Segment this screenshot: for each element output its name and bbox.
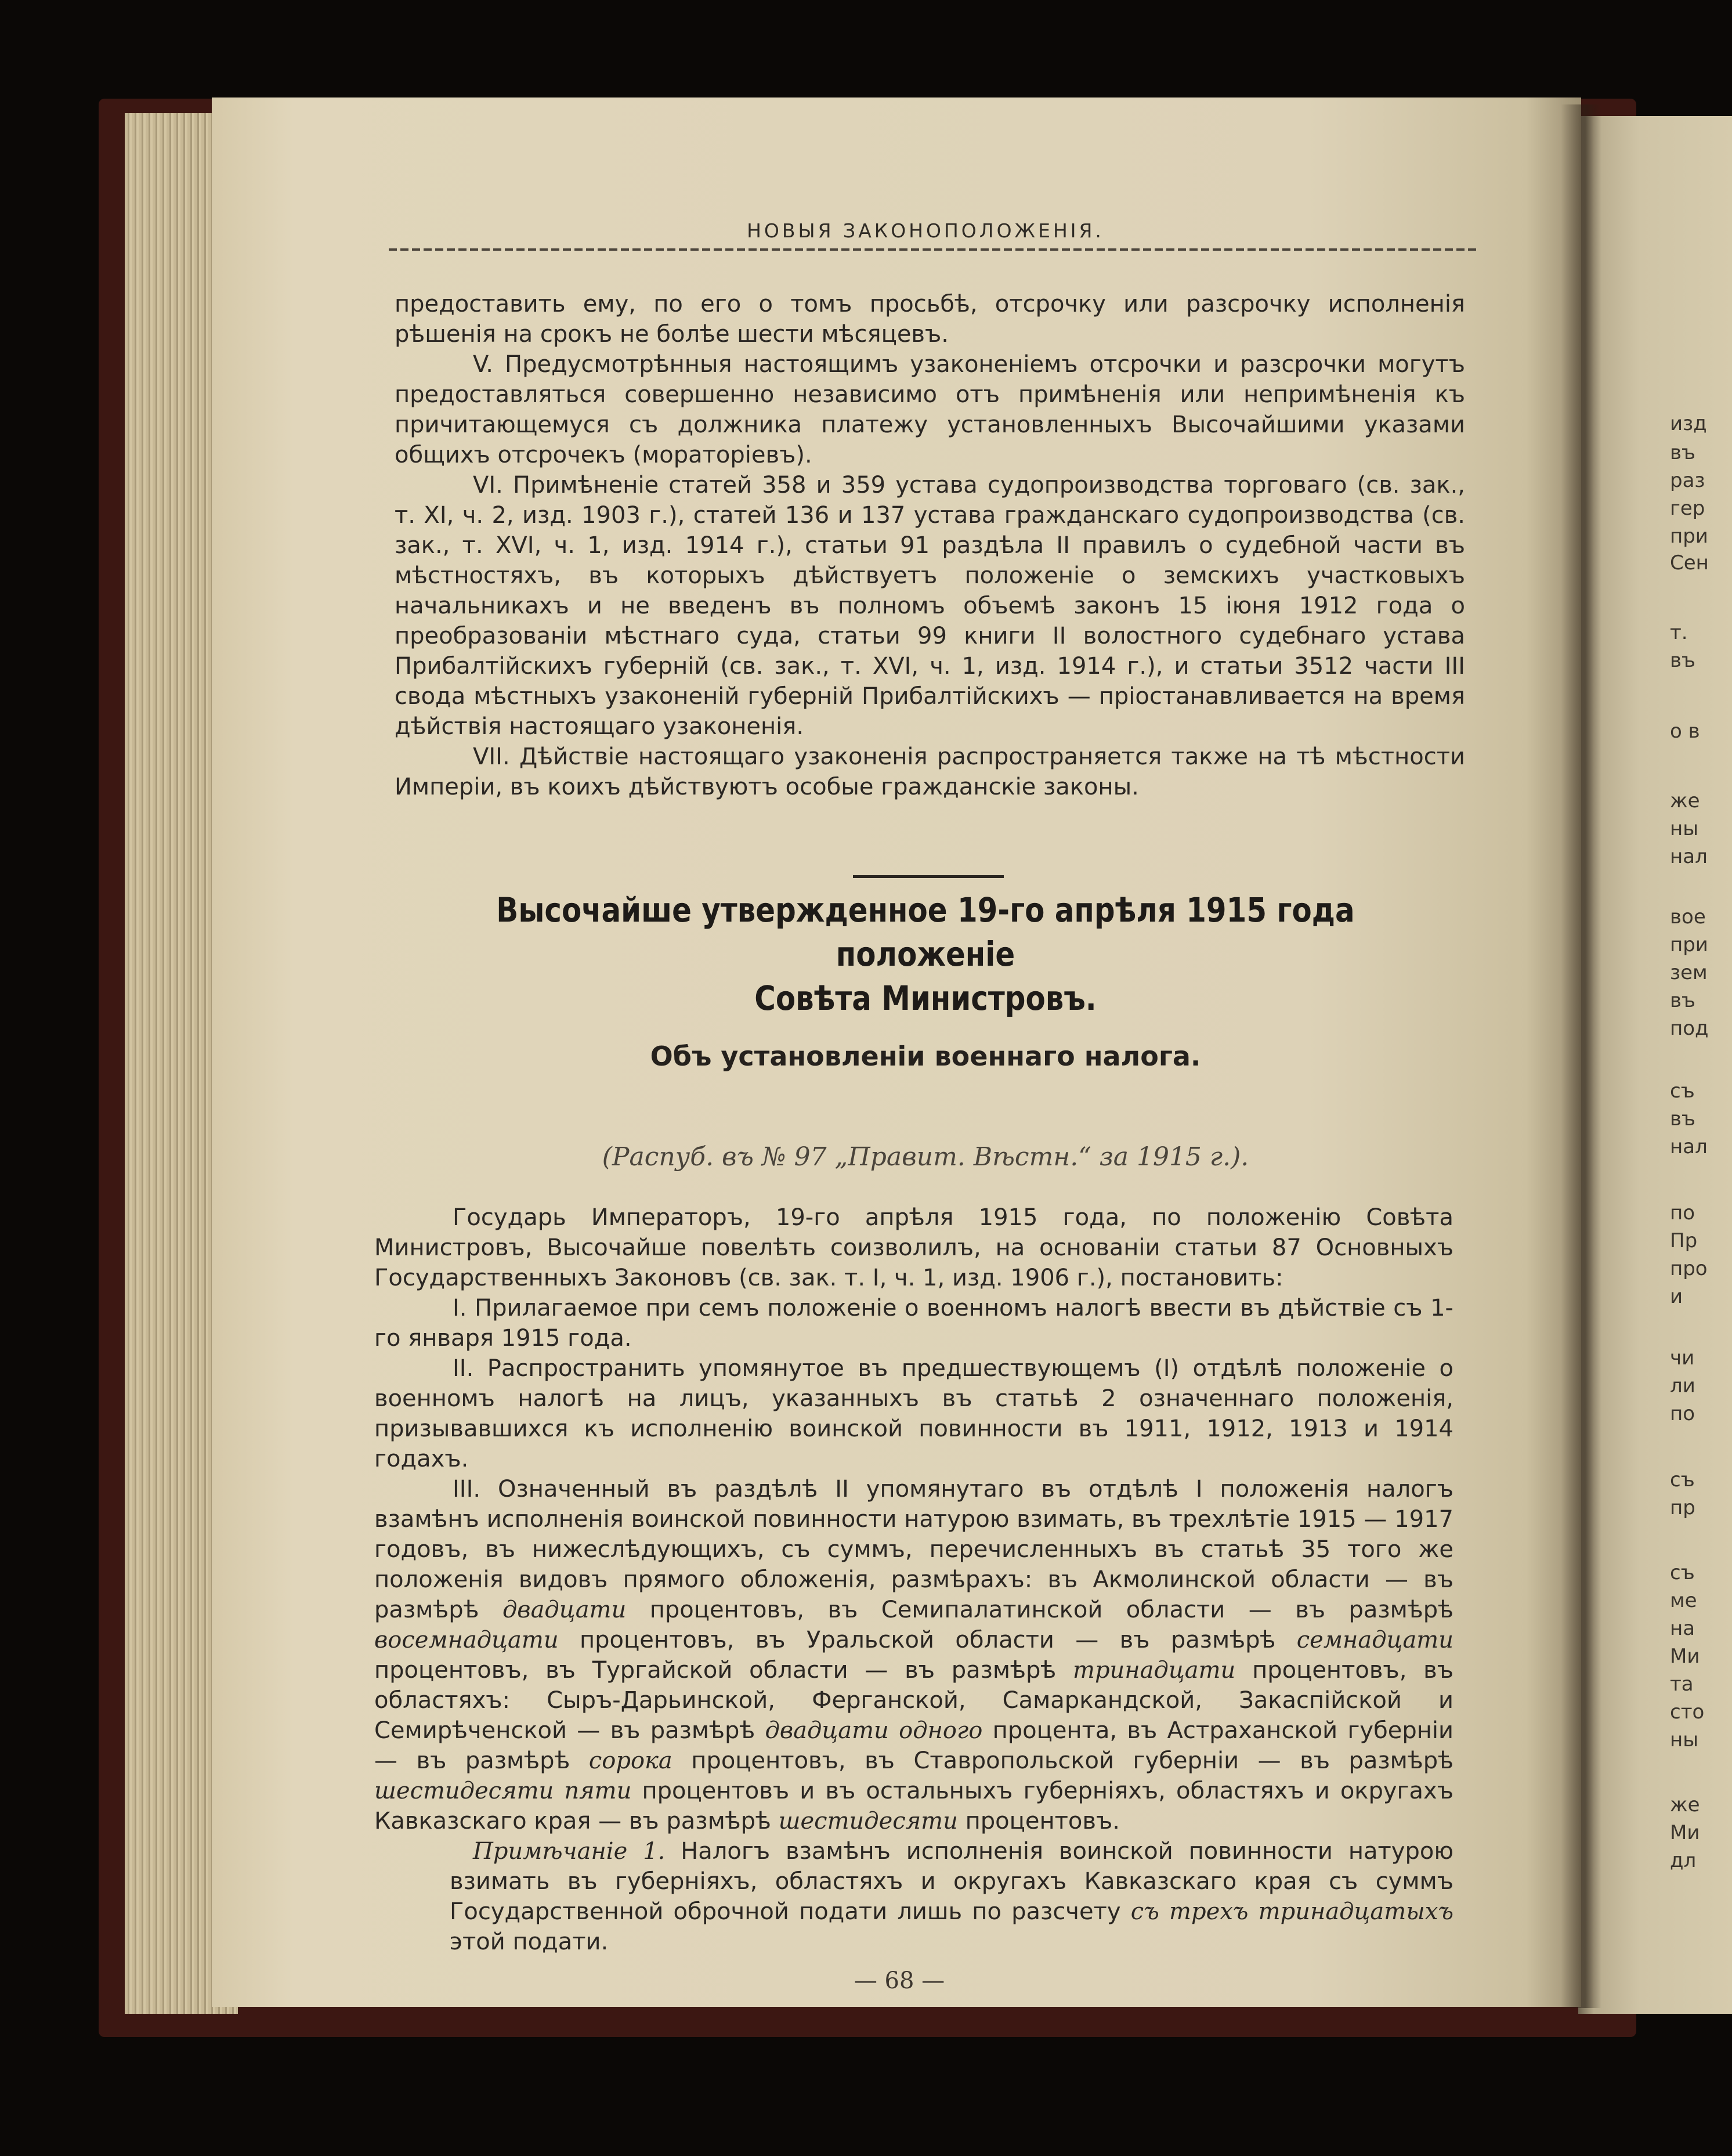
facing-page-fragment: чи — [1670, 1346, 1695, 1370]
facing-page-fragment: Ми — [1670, 1645, 1700, 1668]
facing-page-fragment: и — [1670, 1285, 1683, 1308]
facing-page-fragment: пр — [1670, 1496, 1695, 1519]
section-separator — [853, 875, 1004, 878]
paragraph-continuation: предоставить ему, по его о томъ просьбѣ, отсрочку или разсрочку исполненія рѣшенія на срокъ не болѣе шести мѣсяцевъ. — [395, 291, 1465, 348]
facing-page-fragment: сто — [1670, 1700, 1705, 1724]
facing-page-fragment: зем — [1670, 961, 1708, 984]
facing-page-fragment: съ — [1670, 1079, 1695, 1103]
facing-page-fragment: ны — [1670, 1728, 1699, 1751]
facing-page-fragment: т. — [1670, 621, 1688, 644]
text-run: Налогъ взамѣнъ исполненія воинской повинности натурою взимать въ губерніяхъ, областяхъ и округахъ Кавказскаго края съ суммъ Государственной оброчной подати лишь по разсчету — [450, 1838, 1453, 1925]
paragraph-intro: Государь Императоръ, 19-го апрѣля 1915 года, по положенію Совѣта Министровъ, Высочайше повелѣть соизволилъ, на основаніи статьи 87 Основныхъ Государственныхъ Законовъ (св. зак. т. I, ч. 1, изд. 1906 г.), постановить: — [374, 1204, 1453, 1291]
facing-page-fragment: под — [1670, 1017, 1709, 1040]
facing-page-fragment: раз — [1670, 469, 1705, 492]
text-run: процентовъ. — [957, 1808, 1120, 1834]
italic-rate: двадцати — [502, 1597, 627, 1623]
text-run: процентовъ, въ Семипалатинской области — въ размѣрѣ — [626, 1597, 1453, 1623]
facing-page-fragment: при — [1670, 933, 1708, 956]
facing-page-fragment: о в — [1670, 720, 1700, 743]
header-rule — [389, 248, 1480, 251]
facing-page-fragment: же — [1670, 1793, 1700, 1816]
note-label: Примѣчаніе 1. — [473, 1838, 666, 1865]
facing-page-fragment: въ — [1670, 1107, 1696, 1131]
facing-page-fragment: вое — [1670, 905, 1706, 929]
facing-page-fragment: по — [1670, 1402, 1695, 1425]
italic-rate: восемнадцати — [374, 1627, 559, 1653]
paragraph-iii — [374, 1474, 1453, 1836]
facing-page-fragment: ли — [1670, 1374, 1695, 1397]
book-gutter — [1561, 104, 1601, 2008]
facing-page-fragment: съ — [1670, 1468, 1695, 1491]
facing-page-fragment: съ — [1670, 1561, 1695, 1584]
text-run: процента, въ Астраханской губерніи — въ размѣрѣ — [374, 1717, 1453, 1774]
facing-page-fragment: Ми — [1670, 1821, 1700, 1844]
facing-page-fragment: гер — [1670, 497, 1705, 520]
italic-rate: семнадцати — [1296, 1627, 1453, 1653]
paragraph-vi: VI. Примѣненіе статей 358 и 359 устава судопроизводства торговаго (св. зак., т. XI, ч. 2, изд. 1903 г.), статей 136 и 137 устава гражданскаго судопроизводства (св. зак., т. XVI, ч. 1, изд. 1914 г.), статьи 91 раздѣла II правилъ о судебной части въ мѣстностяхъ, въ которыхъ дѣйствуетъ положеніе о земскихъ участковыхъ начальникахъ и не введенъ въ полномъ объемѣ законъ 15 іюня 1912 года о преобразованіи мѣстнаго суда, статьи 99 книги II волостного судебнаго устава Прибалтійскихъ губерній (св. зак., т. XVI, ч. 1, изд. 1914 г.), и статьи 3512 части III свода мѣстныхъ узаконеній губерній Прибалтійскихъ — пріостанавливается на время дѣйствія настоящаго узаконенія. — [395, 472, 1465, 740]
note-1 — [450, 1836, 1453, 1957]
decree-title-line-1: Высочайше утвержденное 19-го апрѣля 1915 года положеніе — [496, 890, 1355, 974]
facing-page-fragment: про — [1670, 1257, 1708, 1280]
facing-page-fragment: въ — [1670, 649, 1696, 672]
facing-page-fragment: Сен — [1670, 551, 1709, 575]
italic-rate: сорока — [588, 1747, 672, 1774]
text-run: процентовъ, въ Ставропольской губерніи — въ размѣрѣ — [672, 1747, 1453, 1774]
paragraph-vii: VII. Дѣйствіе настоящаго узаконенія распространяется также на тѣ мѣстности Имперіи, въ коихъ дѣйствуютъ особые гражданскіе законы. — [395, 743, 1465, 800]
facing-page-fragment: при — [1670, 525, 1708, 548]
facing-page-fragment: нал — [1670, 845, 1708, 868]
facing-page-fragment: въ — [1670, 989, 1696, 1012]
text-run: III. Означенный въ раздѣлѣ II упомянутаго въ отдѣлѣ I положенія налогъ взамѣнъ исполненія воинской повинности натурою взимать, въ трехлѣтіе 1915 — 1917 годовъ, въ нижеслѣдующихъ, съ суммъ, перечисленныхъ въ статьѣ 35 того же положенія видовъ прямого обложенія, размѣрахъ: въ Акмолинской области — въ размѣрѣ — [374, 1476, 1453, 1623]
paragraph-ii: II. Распространить упомянутое въ предшествующемъ (I) отдѣлѣ положеніе о военномъ налогѣ на лицъ, указанныхъ въ статьѣ 2 означеннаго положенія, призывавшихся къ исполненію воинской повинности въ 1911, 1912, 1913 и 1914 годахъ. — [374, 1355, 1453, 1472]
text-run: процентовъ, въ областяхъ: Сыръ-Дарьинской, Ферганской, Самаркандской, Закаспійской и Семирѣченской — въ размѣрѣ — [374, 1657, 1454, 1744]
facing-page-fragment: на — [1670, 1617, 1695, 1640]
facing-page-fragment: въ — [1670, 441, 1696, 464]
facing-page-fragment: изд — [1670, 412, 1707, 435]
paragraph-v: V. Предусмотрѣнныя настоящимъ узаконеніемъ отсрочки и разсрочки могутъ предоставляться совершенно независимо отъ примѣненія или непримѣненія къ причитающемуся съ должника платежу установленныхъ Высочайшими указами общихъ отсрочекъ (мораторіевъ). — [395, 351, 1465, 468]
text-run: процентовъ и въ остальныхъ губерніяхъ, областяхъ и округахъ Кавказскаго края — въ размѣрѣ — [374, 1778, 1453, 1834]
decree-subject: Объ установленіи военнаго налога. — [650, 1041, 1201, 1072]
italic-rate: тринадцати — [1073, 1657, 1236, 1684]
decree-title — [474, 888, 1377, 1020]
facing-page-fragment: по — [1670, 1201, 1695, 1225]
italic-rate: шестидесяти пяти — [374, 1778, 632, 1804]
running-head: НОВЫЯ ЗАКОНОПОЛОЖЕНІЯ. — [747, 219, 1104, 242]
decree-title-line-2: Совѣта Министровъ. — [754, 978, 1097, 1018]
page-number: — 68 — — [854, 1967, 945, 1994]
facing-page-fragment: Пр — [1670, 1229, 1698, 1252]
paragraph-i: I. Прилагаемое при семъ положеніе о военномъ налогѣ ввести въ дѣйствіе съ 1-го января 1915 года. — [374, 1295, 1453, 1352]
facing-page-fragment: ны — [1670, 817, 1699, 840]
text-run: процентовъ, въ Тургайской области — въ размѣрѣ — [374, 1657, 1073, 1684]
text-run: процентовъ, въ Уральской области — въ размѣрѣ — [558, 1627, 1297, 1653]
italic-rate: двадцати одного — [765, 1717, 983, 1744]
top-section — [395, 289, 1465, 802]
facing-page-fragment: нал — [1670, 1135, 1708, 1158]
decree-citation: (Распуб. въ № 97 „Правит. Вѣстн.“ за 1915 г.). — [602, 1142, 1249, 1172]
facing-page-fragment: же — [1670, 789, 1700, 812]
facing-page-fragment: та — [1670, 1673, 1694, 1696]
facing-page-fragment: дл — [1670, 1849, 1697, 1872]
italic-rate: съ трехъ тринадцатыхъ — [1130, 1898, 1454, 1925]
facing-page-fragment: ме — [1670, 1589, 1697, 1612]
text-run: этой подати. — [450, 1929, 609, 1955]
italic-rate: шестидесяти — [778, 1808, 958, 1834]
decree-body — [374, 1202, 1453, 1957]
